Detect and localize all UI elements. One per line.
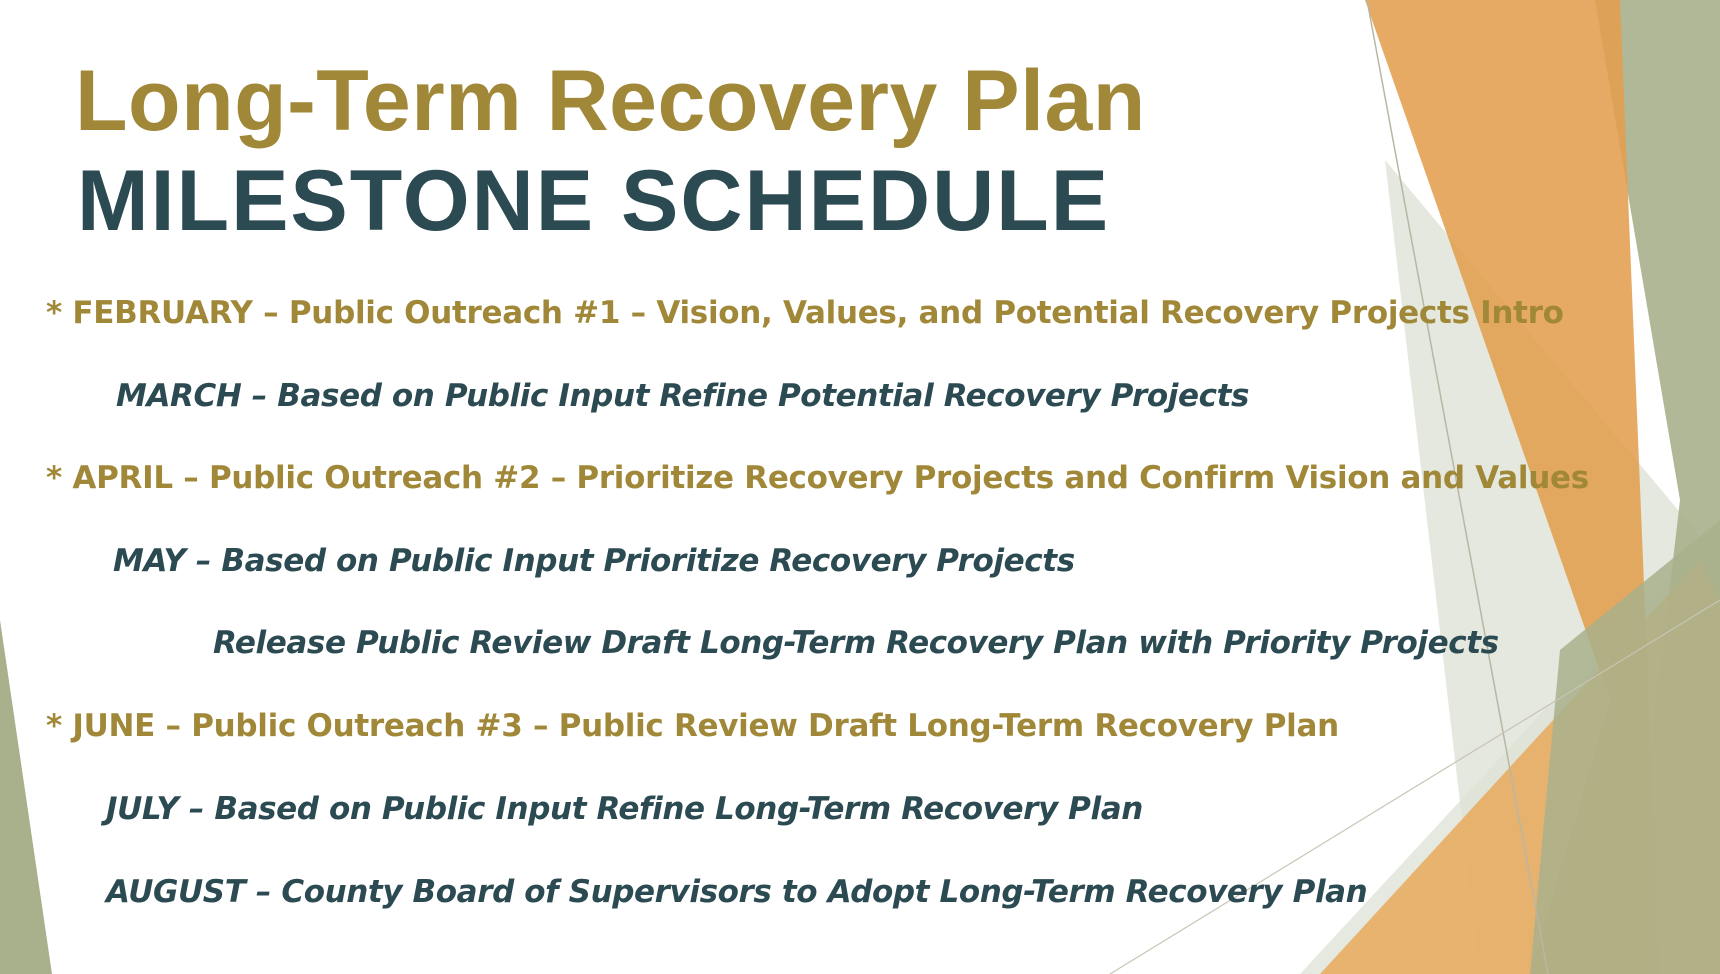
milestone-august: AUGUST – County Board of Supervisors to Adopt Long-Term Recovery Plan	[106, 874, 1368, 910]
milestone-april: * APRIL – Public Outreach #2 – Prioritize Recovery Projects and Confirm Vision and Values	[46, 460, 1589, 496]
title-line-2: MILESTONE SCHEDULE	[77, 153, 1111, 249]
milestone-march: MARCH – Based on Public Input Refine Potential Recovery Projects	[116, 378, 1250, 414]
milestone-july: JULY – Based on Public Input Refine Long-Term Recovery Plan	[106, 791, 1143, 827]
milestone-may: MAY – Based on Public Input Prioritize Recovery Projects	[113, 543, 1075, 579]
milestone-february: * FEBRUARY – Public Outreach #1 – Vision, Values, and Potential Recovery Projects Intro	[46, 295, 1564, 331]
sage-wedge-left	[0, 620, 52, 974]
milestone-june: * JUNE – Public Outreach #3 – Public Review Draft Long-Term Recovery Plan	[46, 708, 1339, 744]
milestone-may-release: Release Public Review Draft Long-Term Recovery Plan with Priority Projects	[213, 625, 1499, 661]
title-line-1: Long-Term Recovery Plan	[75, 53, 1146, 149]
